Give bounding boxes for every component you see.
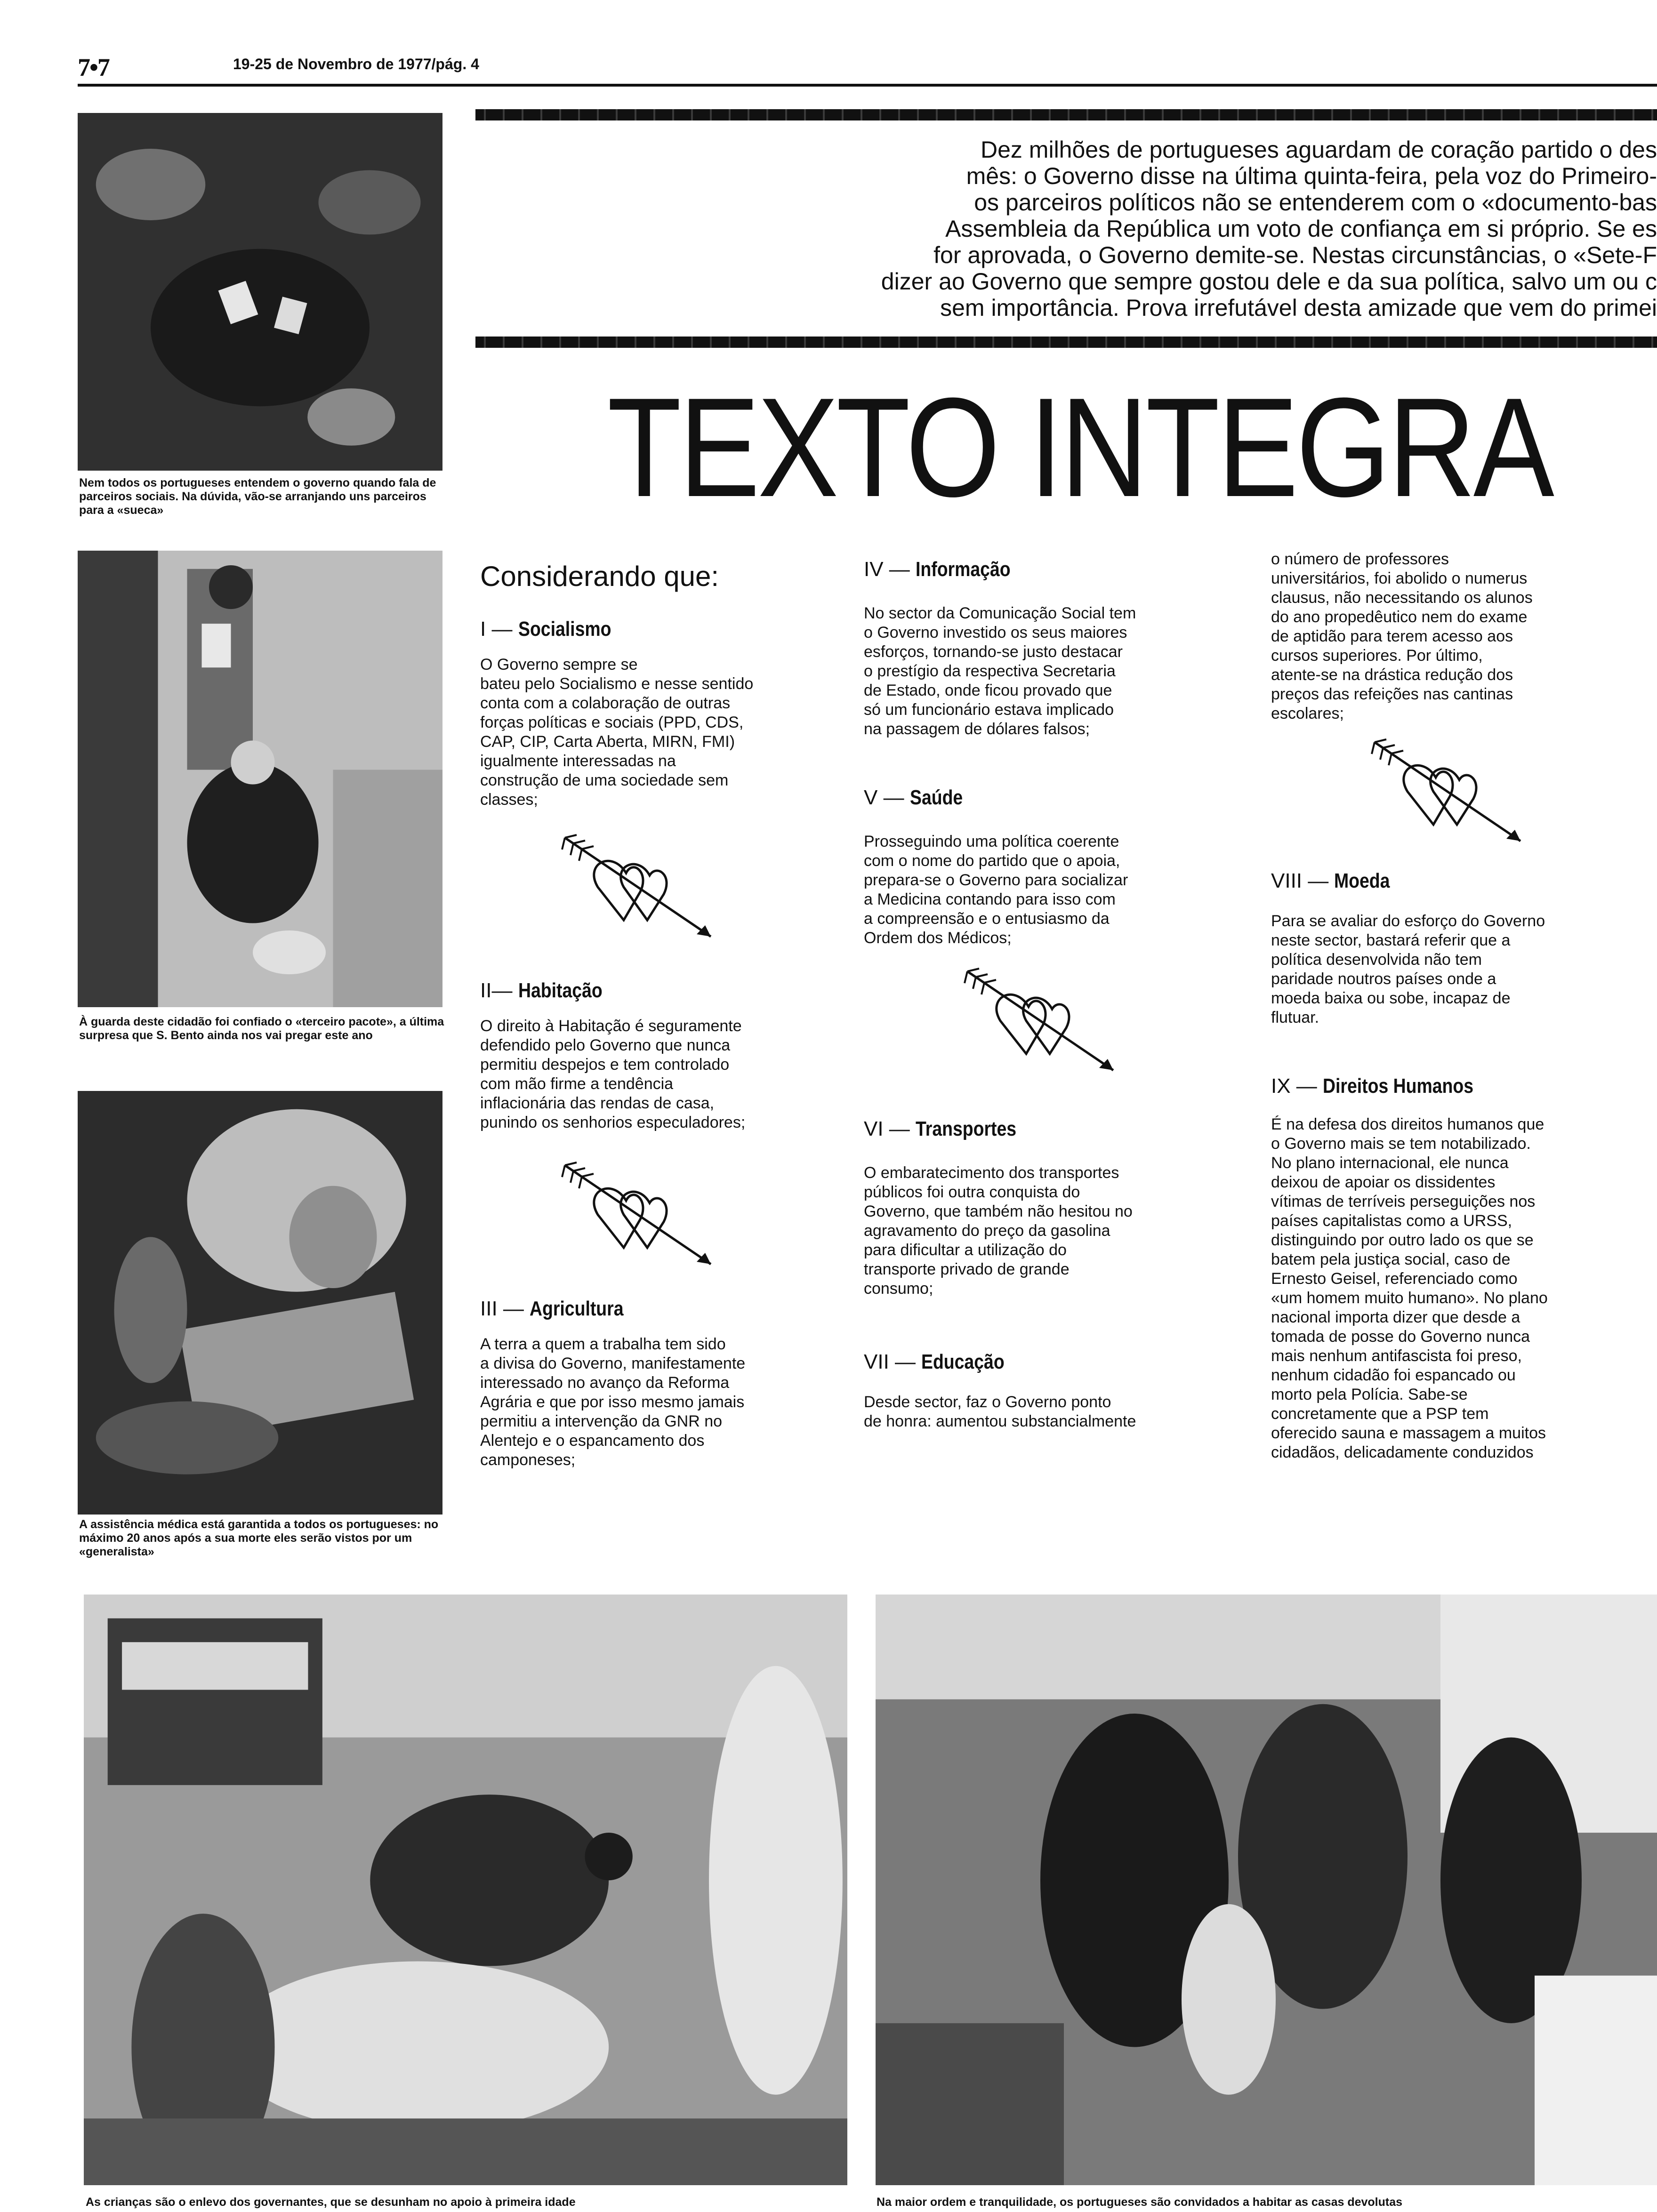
- top-divider-band: [475, 109, 1657, 120]
- section-number: I —: [480, 617, 513, 641]
- dateline: 19-25 de Novembro de 1977/pág. 4: [233, 56, 479, 72]
- section-heading-habitacao: [480, 979, 838, 1002]
- bottom-divider-band: [475, 337, 1657, 348]
- photo-man-sitting: [78, 551, 442, 1007]
- section-number: VI —: [864, 1117, 910, 1140]
- column-3: [1271, 550, 1648, 1462]
- section-title: Moeda: [1334, 869, 1390, 892]
- newspaper-logo: 7•7: [78, 53, 109, 81]
- section-title: Agricultura: [530, 1297, 624, 1320]
- section-heading-transportes: [864, 1117, 1236, 1141]
- section-text-socialismo: O Governo sempre se bateu pelo Socialismo e nesse sentido conta com a colaboração de outras forças políticas e sociais (PPD, CDS, CAP, CIP, Carta Aberta, MIRN, FMI) igualmente interessadas na construção de uma sociedade sem classes;: [480, 656, 754, 809]
- section-heading-agricultura: [480, 1297, 838, 1321]
- caption-photo1: Nem todos os portugueses entendem o governo quando fala de parceiros sociais. Na dúvida, vão-se arranjando uns parceiros para a «sueca»: [79, 476, 436, 517]
- section-text-transportes: O embaratecimento dos transportes públicos foi outra conquista do Governo, que também não hesitou no agravamento do preço da gasolina para dificultar a utilização do transporte privado de grande consumo;: [864, 1164, 1133, 1298]
- section-number: V —: [864, 786, 904, 809]
- photo-children-street: [84, 1595, 847, 2185]
- section-number: IV —: [864, 558, 910, 581]
- section-number: III —: [480, 1297, 524, 1320]
- headline: TEXTO INTEGRA: [607, 368, 1552, 526]
- section-title: Direitos Humanos: [1323, 1074, 1474, 1098]
- section-text-educacao-continued: o número de professores universitários, foi abolido o numerus clausus, não necessitando os alunos do ano propedêutico nem do exame de aptidão para terem acesso aos cursos superiores. Por último, atente-se na drástica redução dos preços das refeições nas cantinas escolares;: [1271, 550, 1533, 722]
- column-2: [864, 558, 1236, 1431]
- caption-photo5: Na maior ordem e tranquilidade, os portugueses são convidados a habitar as casas devolutas: [877, 2196, 1403, 2209]
- section-heading-direitos-humanos: [1271, 1074, 1648, 1098]
- section-text-educacao: Desde sector, faz o Governo ponto de honra: aumentou substancialmente: [864, 1393, 1136, 1430]
- section-title: Socialismo: [518, 617, 611, 641]
- section-text-saude: Prosseguindo uma política coerente com o nome do partido que o apoia, prepara-se o Governo para socializar a Medicina contando para isso com a compreensão e o entusiasmo da Ordem dos Médicos;: [864, 833, 1128, 947]
- intro-line: Dez milhões de portugueses aguardam de coração partido o des: [981, 136, 1657, 163]
- caption-photo3: A assistência médica está garantida a todos os portugueses: no máximo 20 anos após a sua morte eles serão vistos por um «generalista»: [79, 1518, 439, 1558]
- intro-line: Assembleia da República um voto de confiança em si próprio. Se es: [945, 216, 1657, 242]
- section-title: Informação: [916, 558, 1011, 581]
- column-1: [480, 560, 838, 1470]
- intro-line: os parceiros políticos não se entenderem com o «documento-bas: [974, 189, 1657, 216]
- section-title: Transportes: [916, 1117, 1017, 1140]
- section-number: VII —: [864, 1350, 916, 1373]
- section-title: Habitação: [518, 979, 603, 1002]
- section-heading-socialismo: [480, 617, 838, 641]
- hearts-arrow-icon: [555, 1156, 838, 1283]
- intro-line: dizer ao Governo que sempre gostou dele e da sua política, salvo um ou c: [881, 268, 1657, 295]
- intro-line: for aprovada, o Governo demite-se. Nestas circunstâncias, o «Sete-F: [933, 242, 1657, 268]
- hearts-arrow-icon: [1365, 733, 1648, 860]
- intro-paragraph: [800, 136, 1657, 321]
- section-text-informacao: No sector da Comunicação Social tem o Governo investido os seus maiores esforços, tornando-se justo destacar o prestígio da respectiva Secretaria de Estado, onde ficou provado que só um funcionário estava implicado na passagem de dólares falsos;: [864, 604, 1136, 738]
- section-title: Saúde: [909, 786, 963, 809]
- intro-line: mês: o Governo disse na última quinta-feira, pela voz do Primeiro-: [966, 163, 1657, 189]
- caption-photo2: À guarda deste cidadão foi confiado o «terceiro pacote», a última surpresa que S. Bento ainda nos vai pregar este ano: [79, 1015, 444, 1042]
- caption-photo4: As crianças são o enlevo dos governantes, que se desunham no apoio à primeira idade: [86, 2196, 576, 2209]
- hearts-arrow-icon: [958, 962, 1236, 1089]
- photo-card-players: [78, 113, 442, 471]
- section-title: Educação: [921, 1350, 1005, 1373]
- intro-line: sem importância. Prova irrefutável desta amizade que vem do primei: [940, 295, 1657, 321]
- photo-crowd-police: [876, 1595, 1657, 2185]
- section-heading-informacao: [864, 558, 1236, 581]
- section-number: IX —: [1271, 1074, 1317, 1098]
- section-text-direitos-humanos: É na defesa dos direitos humanos que o Governo mais se tem notabilizado. No plano internacional, ele nunca deixou de apoiar os dissidentes vítimas de terríveis perseguições nos países capitalistas como a URSS, distinguindo por outro lado os que se batem pela justiça social, caso de Ernesto Geisel, referenciado como «um homem muito humano». No plano nacional importa dizer que desde a tomada de posse do Governo nunca mais nenhum antifascista foi preso, nenhum cidadão foi espancado ou morto pela Polícia. Sabe-se concretamente que a PSP tem oferecido sauna e massagem a muitos cidadãos, delicadamente conduzidos: [1271, 1115, 1548, 1461]
- section-text-moeda: Para se avaliar do esforço do Governo neste sector, bastará referir que a política desenvolvida não tem paridade noutros países onde a moeda baixa ou sobe, incapaz de flutuar.: [1271, 912, 1545, 1026]
- section-number: II—: [480, 979, 513, 1002]
- section-heading-educacao: [864, 1350, 1236, 1374]
- section-text-habitacao: O direito à Habitação é seguramente defendido pelo Governo que nunca permitiu despejos e tem controlado com mão firme a tendência inflacionária das rendas de casa, punindo os senhorios especuladores;: [480, 1017, 746, 1131]
- section-number: VIII —: [1271, 869, 1329, 892]
- photo-medic: [78, 1091, 442, 1515]
- section-text-agricultura: A terra a quem a trabalha tem sido a divisa do Governo, manifestamente interessado no avanço da Reforma Agrária e que por isso mesmo jamais permitiu a intervenção da GNR no Alentejo e o espancamento dos camponeses;: [480, 1335, 746, 1469]
- section-heading-saude: [864, 786, 1236, 809]
- considering-heading: Considerando que:: [480, 561, 719, 592]
- section-heading-moeda: [1271, 869, 1648, 893]
- header-rule: [78, 84, 1657, 87]
- hearts-arrow-icon: [555, 828, 838, 955]
